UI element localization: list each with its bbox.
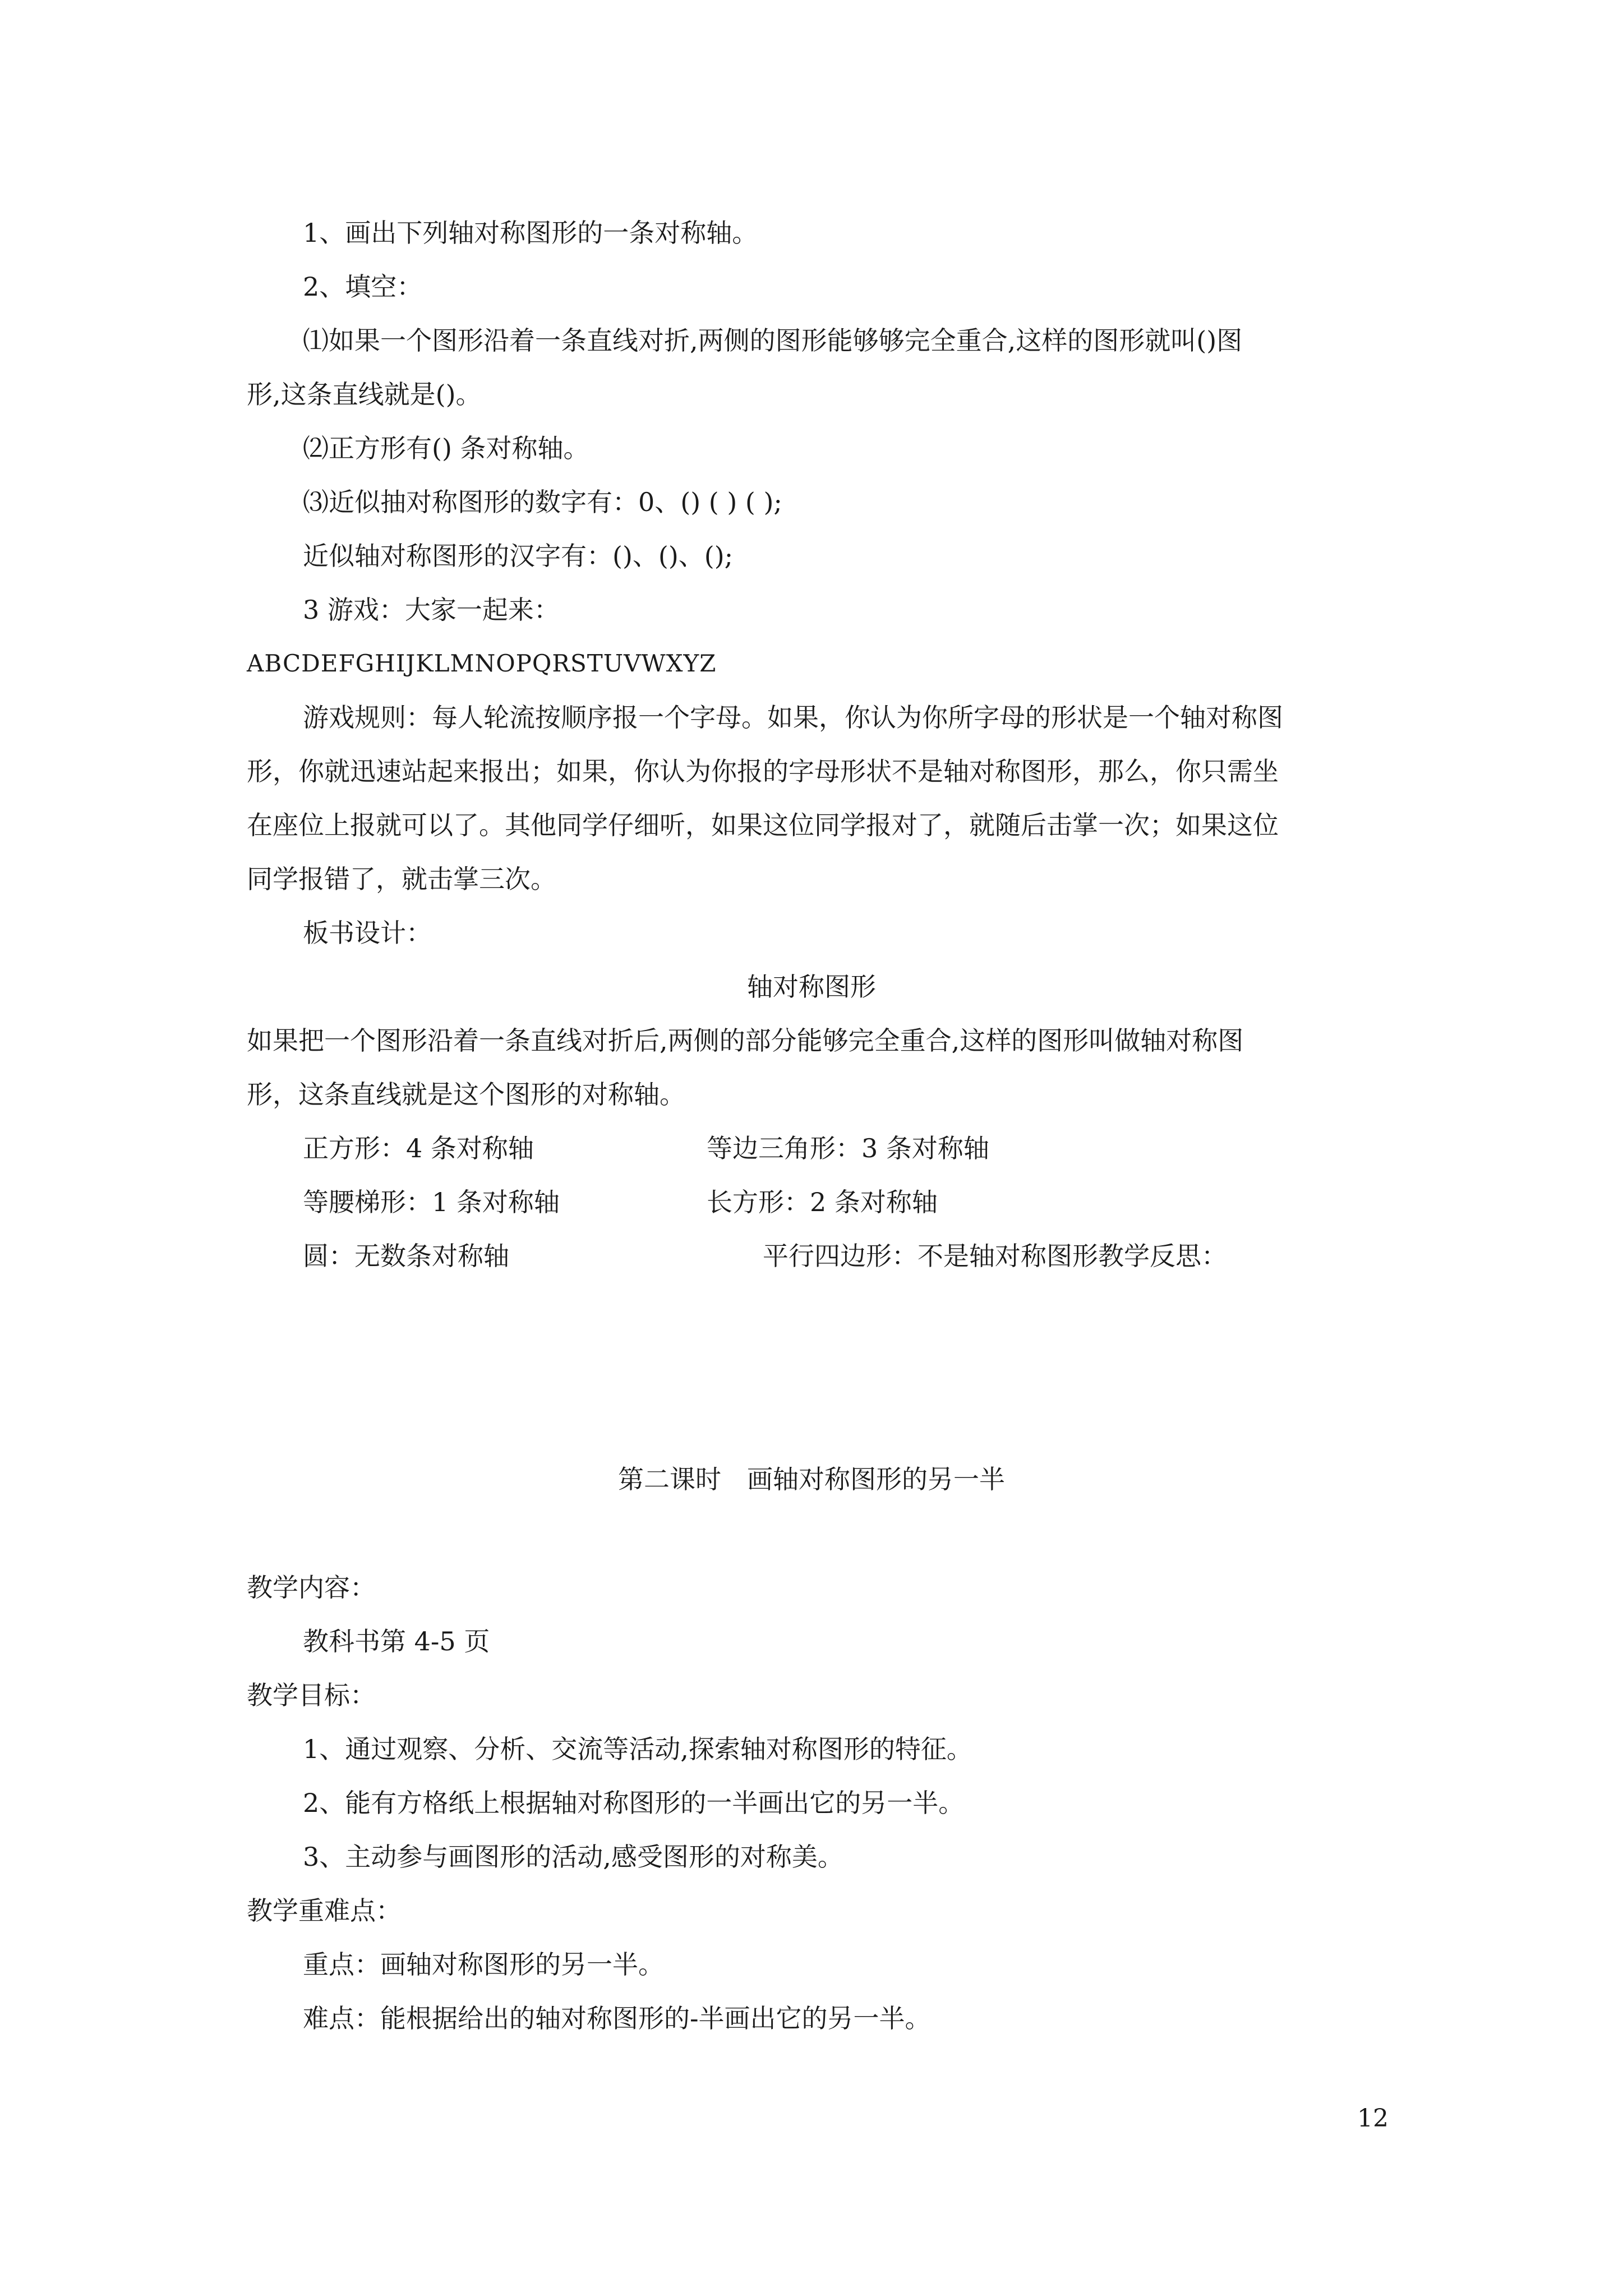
page-number: 12: [1357, 2104, 1389, 2133]
definition-line-1: 如果把一个图形沿着一条直线对折后,两侧的部分能够完全重合,这样的图形叫做轴对称图: [247, 1025, 1244, 1056]
shape-circle: 圆：无数条对称轴: [303, 1241, 509, 1271]
key-point: 重点：画轴对称图形的另一半。: [303, 1949, 664, 1980]
game-rules-line-4: 同学报错了，就击掌三次。: [247, 864, 556, 894]
fill-blank-3-line-2: 近似轴对称图形的汉字有：()、()、();: [303, 541, 734, 571]
game-rules-line-1: 游戏规则：每人轮流按顺序报一个字母。如果，你认为你所字母的形状是一个轴对称图: [303, 702, 1283, 733]
board-title: 轴对称图形: [747, 972, 876, 1002]
teaching-goal-3: 3、主动参与画图形的活动,感受图形的对称美。: [303, 1842, 843, 1872]
fill-blank-1-line-2: 形,这条直线就是()。: [247, 379, 482, 409]
fill-blank-2: ⑵正方形有() 条对称轴。: [303, 433, 589, 463]
board-design-label: 板书设计：: [303, 918, 432, 948]
question-2-heading: 2、填空：: [303, 272, 423, 302]
difficult-point: 难点：能根据给出的轴对称图形的-半画出它的另一半。: [303, 2003, 931, 2033]
key-difficult-points-label: 教学重难点：: [247, 1895, 402, 1926]
section-2-title: 第二课时 画轴对称图形的另一半: [618, 1464, 1005, 1494]
fill-blank-3-line-1: ⑶近似抽对称图形的数字有：0、() ( ) ( );: [303, 487, 782, 517]
teaching-goal-2: 2、能有方格纸上根据轴对称图形的一半画出它的另一半。: [303, 1788, 965, 1818]
shape-equilateral-triangle: 等边三角形：3 条对称轴: [707, 1133, 989, 1163]
question-3-game: 3 游戏：大家一起来：: [303, 595, 560, 625]
fill-blank-1-line-1: ⑴如果一个图形沿着一条直线对折,两侧的图形能够够完全重合,这样的图形就叫()图: [303, 325, 1243, 356]
shape-square: 正方形：4 条对称轴: [303, 1133, 534, 1163]
game-rules-line-2: 形，你就迅速站起来报出；如果，你认为你报的字母形状不是轴对称图形，那么，你只需坐: [247, 756, 1279, 786]
teaching-content-text: 教科书第 4-5 页: [303, 1626, 490, 1657]
shape-parallelogram: 平行四边形：不是轴对称图形教学反思：: [763, 1241, 1227, 1271]
teaching-goals-label: 教学目标：: [247, 1680, 376, 1710]
teaching-content-label: 教学内容：: [247, 1572, 376, 1603]
definition-line-2: 形，这条直线就是这个图形的对称轴。: [247, 1079, 685, 1110]
shape-rectangle: 长方形：2 条对称轴: [707, 1187, 938, 1217]
shape-isosceles-trapezoid: 等腰梯形：1 条对称轴: [303, 1187, 560, 1217]
alphabet-line: ABCDEFGHIJKLMNOPQRSTUVWXYZ: [247, 650, 717, 677]
teaching-goal-1: 1、通过观察、分析、交流等活动,探索轴对称图形的特征。: [303, 1734, 972, 1764]
question-1: 1、画出下列轴对称图形的一条对称轴。: [303, 218, 758, 248]
game-rules-line-3: 在座位上报就可以了。其他同学仔细听，如果这位同学报对了，就随后击掌一次；如果这位: [247, 810, 1279, 840]
